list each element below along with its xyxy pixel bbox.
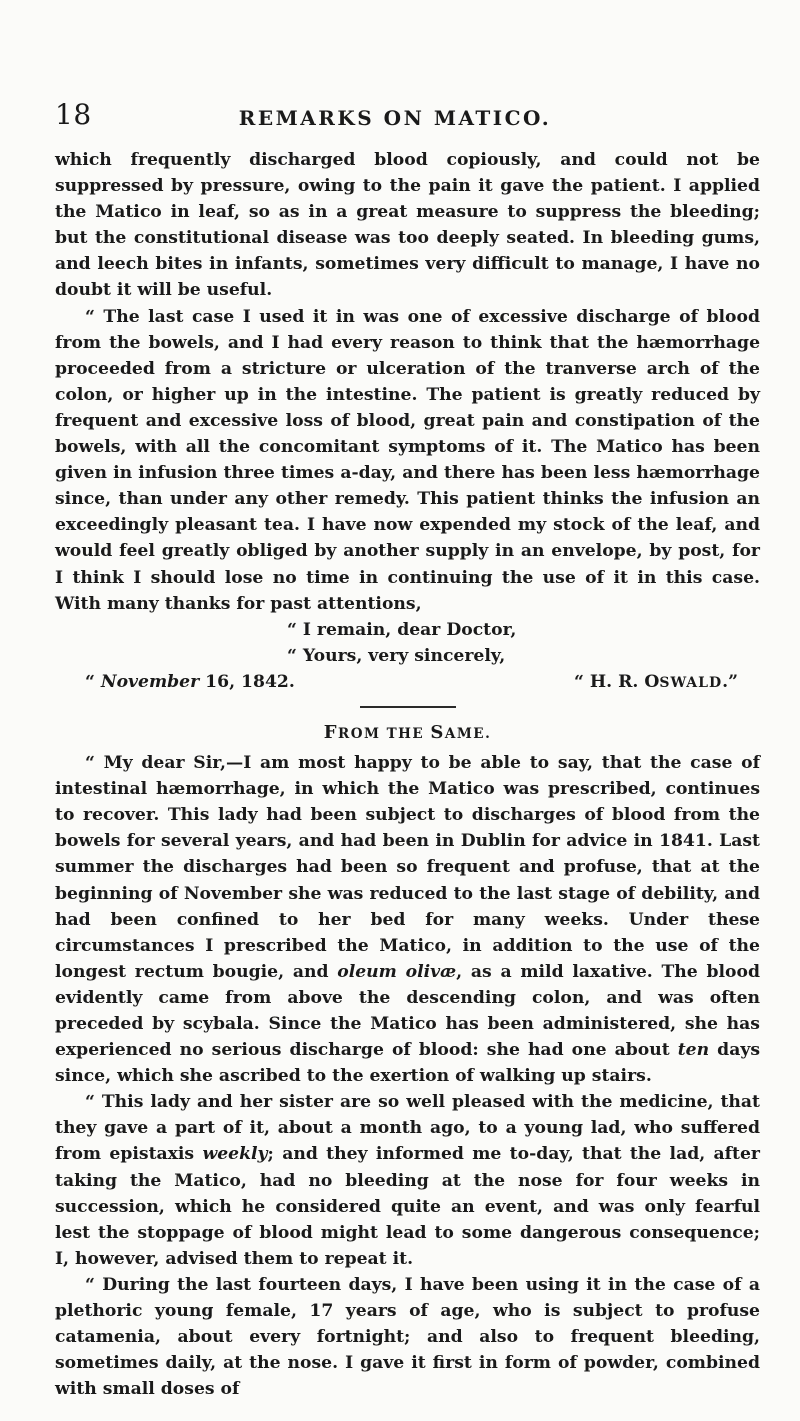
letter2-paragraph-1: “ My dear Sir,—I am most happy to be able to say, that the case of intestinal hæmorrhage, in which the Matico was prescribed, continues to recover. This lady had been subject to discharges of blood from the bowels for several years, and had been in Dublin for advice in 1841. Last summer the discharges had been so frequent and profuse, that at the beginning of November she was reduced to the last stage of debility, and had been confined to her bed for many weeks. Under these circumstances I prescribed the Matico, in addition to the use of the longest rectum bougie, and oleum olivæ, as a mild laxative. The blood evidently came from above the descending colon, and was often preceded by scybala. Since the Matico has been administered, she has experienced no serious discharge of blood: she had one about ten days since, which she ascribed to the exertion of walking up stairs.: [55, 753, 760, 1087]
letter2-italic-weekly: weekly: [202, 1144, 268, 1165]
letter1-date-signature-row: [55, 669, 760, 696]
letter1-closing-remain: “ I remain, dear Doctor,: [287, 619, 517, 640]
letter1-paragraph-1: which frequently discharged blood copiously, and could not be suppressed by pressure, owing to the pain it gave the patient. I applied the Matico in leaf, so as in a great measure to suppress the bleeding; but the constitutional disease was too deeply seated. In bleeding gums, and leech bites in infants, sometimes very difficult to manage, I have no doubt it will be useful.: [55, 150, 760, 301]
letter2-paragraph-2: “ This lady and her sister are so well pleased with the medicine, that they gave a part of it, about a month ago, to a young lad, who suffered from epistaxis weekly; and they informed me to-day, that the lad, after taking the Matico, had no bleeding at the nose for four weeks in succession, which he considered quite an event, and was only fearful lest the stoppage of blood might lead to some dangerous consequence; I, however, advised them to repeat it.: [55, 1092, 760, 1269]
page-header: [55, 98, 735, 138]
section-divider-rule: [360, 706, 456, 708]
letter1-date: “ November 16, 1842.: [85, 671, 295, 692]
letter2-paragraph-3: “ During the last fourteen days, I have been using it in the case of a plethoric young female, 17 years of age, who is subject to profuse catamenia, about every fortnight; and also to frequent bleeding, sometimes daily, at the nose. I gave it first in form of powder, combined with small doses of: [55, 1274, 760, 1400]
letter1-paragraph-2: “ The last case I used it in was one of excessive discharge of blood from the bowels, and I had every reason to think that the hæmorrhage proceeded from a stricture or ulceration of the tranverse arch of the colon, or higher up in the intestine. The patient is greatly reduced by frequent and excessive loss of blood, great pain and constipation of the bowels, with all the concomitant symptoms of it. The Matico has been given in infusion three times a-day, and there has been less hæmorrhage since, than under any other remedy. This patient thinks the infusion an exceedingly pleasant tea. I have now expended my stock of the leaf, and would feel greatly obliged by another supply in an envelope, by post, for I think I should lose no time in continuing the use of it in this case. With many thanks for past attentions,: [55, 306, 760, 614]
running-head: REMARKS ON MATICO.: [238, 106, 552, 130]
letter2-italic-ten: ten: [677, 1040, 710, 1061]
letter1-closing-yours: “ Yours, very sincerely,: [287, 645, 506, 666]
page-number: 18: [55, 98, 92, 131]
letter1-date-month: November: [100, 671, 200, 692]
page-body: [55, 147, 760, 1402]
letter1-signature: “ H. R. OSWALD.”: [574, 671, 738, 692]
letter2-italic-oleum: oleum olivæ: [337, 961, 457, 982]
section-heading-from-the-same: FROM THE SAME.: [323, 721, 492, 743]
